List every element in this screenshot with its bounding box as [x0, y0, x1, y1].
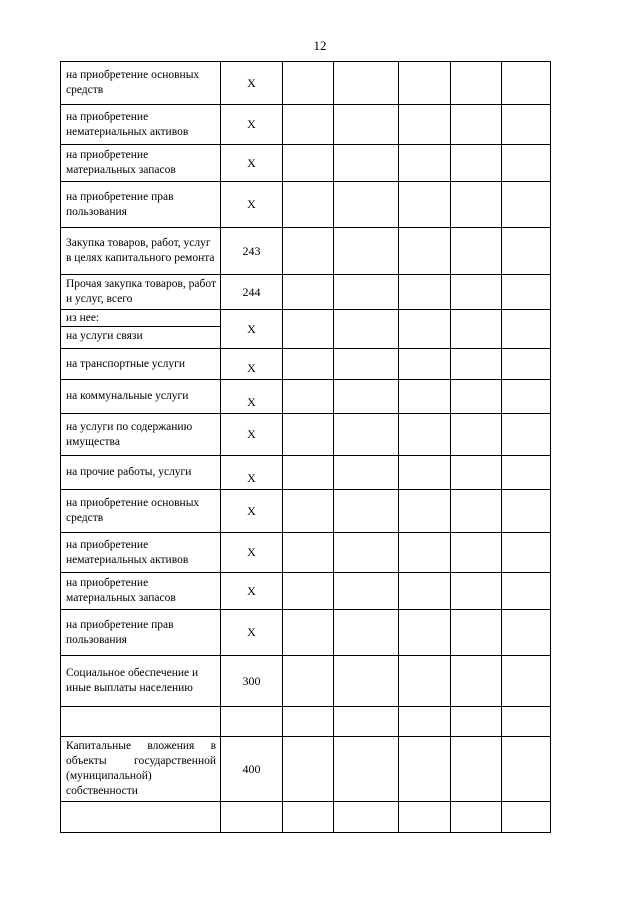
value-cell	[451, 656, 502, 707]
row-code: X	[221, 62, 283, 105]
row-label: Закупка товаров, работ, услуг в целях капитального ремонта	[61, 228, 221, 275]
row-label: на приобретение нематериальных активов	[61, 533, 221, 573]
row-label: на приобретение прав пользования	[61, 182, 221, 228]
row-code: X	[221, 145, 283, 182]
value-cell	[502, 656, 551, 707]
value-cell	[451, 707, 502, 737]
row-code: X	[221, 490, 283, 533]
value-cell	[451, 610, 502, 656]
value-cell	[399, 310, 451, 349]
value-cell	[502, 310, 551, 349]
value-cell	[283, 182, 334, 228]
value-cell	[399, 737, 451, 802]
row-code: 244	[221, 275, 283, 310]
row-label-bottom: на услуги связи	[66, 330, 143, 342]
row-code: X	[221, 349, 283, 380]
table-row	[61, 456, 551, 490]
row-label: на приобретение материальных запасов	[61, 145, 221, 182]
table-row	[61, 145, 551, 182]
value-cell	[334, 62, 399, 105]
row-label: на услуги по содержанию имущества	[61, 414, 221, 456]
value-cell	[399, 533, 451, 573]
table-row	[61, 105, 551, 145]
value-cell	[399, 610, 451, 656]
row-label: на приобретение основных средств	[61, 490, 221, 533]
value-cell	[334, 145, 399, 182]
row-code: 243	[221, 228, 283, 275]
value-cell	[502, 573, 551, 610]
value-cell	[502, 228, 551, 275]
row-label: Капитальные вложения в объекты государственной (муниципальной) собственности	[61, 737, 221, 802]
row-label-top: из нее:	[61, 310, 220, 327]
value-cell	[334, 349, 399, 380]
value-cell	[502, 380, 551, 414]
value-cell	[502, 802, 551, 833]
value-cell	[451, 310, 502, 349]
value-cell	[451, 490, 502, 533]
value-cell	[283, 456, 334, 490]
value-cell	[283, 802, 334, 833]
table-row	[61, 573, 551, 610]
table-row	[61, 533, 551, 573]
value-cell	[451, 62, 502, 105]
value-cell	[283, 228, 334, 275]
value-cell	[502, 182, 551, 228]
table-row	[61, 349, 551, 380]
value-cell	[451, 533, 502, 573]
row-code: X	[221, 573, 283, 610]
value-cell	[334, 228, 399, 275]
value-cell	[399, 414, 451, 456]
value-cell	[399, 145, 451, 182]
row-label: на приобретение материальных запасов	[61, 573, 221, 610]
value-cell	[399, 656, 451, 707]
row-label: на транспортные услуги	[61, 349, 221, 380]
value-cell	[451, 573, 502, 610]
table-row	[61, 707, 551, 737]
value-cell	[399, 456, 451, 490]
table-row	[61, 802, 551, 833]
value-cell	[283, 573, 334, 610]
value-cell	[283, 105, 334, 145]
value-cell	[283, 533, 334, 573]
table-row	[61, 380, 551, 414]
value-cell	[334, 490, 399, 533]
value-cell	[399, 380, 451, 414]
value-cell	[399, 228, 451, 275]
value-cell	[399, 490, 451, 533]
value-cell	[502, 105, 551, 145]
row-code: X	[221, 105, 283, 145]
value-cell	[334, 573, 399, 610]
value-cell	[451, 414, 502, 456]
value-cell	[502, 456, 551, 490]
row-code: X	[221, 533, 283, 573]
value-cell	[283, 414, 334, 456]
value-cell	[502, 414, 551, 456]
value-cell	[399, 349, 451, 380]
value-cell	[283, 349, 334, 380]
row-label: Социальное обеспечение и иные выплаты населению	[61, 656, 221, 707]
table-row	[61, 610, 551, 656]
value-cell	[451, 349, 502, 380]
value-cell	[334, 456, 399, 490]
row-label: Прочая закупка товаров, работ и услуг, всего	[61, 275, 221, 310]
value-cell	[334, 105, 399, 145]
table-row	[61, 182, 551, 228]
row-label-split	[61, 310, 221, 349]
value-cell	[334, 707, 399, 737]
value-cell	[334, 310, 399, 349]
value-cell	[502, 490, 551, 533]
value-cell	[502, 737, 551, 802]
value-cell	[451, 145, 502, 182]
value-cell	[283, 610, 334, 656]
value-cell	[502, 275, 551, 310]
value-cell	[334, 737, 399, 802]
value-cell	[451, 182, 502, 228]
value-cell	[334, 533, 399, 573]
value-cell	[451, 380, 502, 414]
row-code: X	[221, 380, 283, 414]
value-cell	[451, 802, 502, 833]
value-cell	[399, 62, 451, 105]
value-cell	[399, 707, 451, 737]
value-cell	[502, 62, 551, 105]
value-cell	[334, 414, 399, 456]
value-cell	[283, 62, 334, 105]
row-code: X	[221, 182, 283, 228]
row-code	[221, 707, 283, 737]
row-code	[221, 802, 283, 833]
row-label: на приобретение основных средств	[61, 62, 221, 105]
table-row	[61, 414, 551, 456]
table-row	[61, 490, 551, 533]
value-cell	[399, 275, 451, 310]
value-cell	[334, 802, 399, 833]
table-row	[61, 62, 551, 105]
value-cell	[283, 310, 334, 349]
value-cell	[334, 275, 399, 310]
value-cell	[502, 533, 551, 573]
value-cell	[283, 656, 334, 707]
value-cell	[334, 380, 399, 414]
value-cell	[283, 145, 334, 182]
value-cell	[451, 228, 502, 275]
row-code: X	[221, 414, 283, 456]
row-label	[61, 802, 221, 833]
budget-table	[60, 61, 551, 833]
value-cell	[399, 182, 451, 228]
row-code: X	[221, 610, 283, 656]
table-row	[61, 737, 551, 802]
table-row	[61, 228, 551, 275]
row-label: на прочие работы, услуги	[61, 456, 221, 490]
table-row	[61, 310, 551, 349]
row-code: 400	[221, 737, 283, 802]
row-label: на коммунальные услуги	[61, 380, 221, 414]
value-cell	[451, 105, 502, 145]
row-code: X	[221, 456, 283, 490]
row-label	[61, 707, 221, 737]
value-cell	[399, 802, 451, 833]
row-label: на приобретение прав пользования	[61, 610, 221, 656]
row-label: на приобретение нематериальных активов	[61, 105, 221, 145]
row-code: X	[221, 310, 283, 349]
table-row	[61, 656, 551, 707]
table-row	[61, 275, 551, 310]
value-cell	[283, 490, 334, 533]
value-cell	[502, 707, 551, 737]
value-cell	[502, 610, 551, 656]
value-cell	[502, 349, 551, 380]
value-cell	[502, 145, 551, 182]
value-cell	[399, 105, 451, 145]
value-cell	[334, 656, 399, 707]
value-cell	[334, 182, 399, 228]
value-cell	[283, 380, 334, 414]
value-cell	[451, 737, 502, 802]
value-cell	[283, 707, 334, 737]
row-code: 300	[221, 656, 283, 707]
value-cell	[451, 275, 502, 310]
value-cell	[283, 737, 334, 802]
value-cell	[283, 275, 334, 310]
value-cell	[399, 573, 451, 610]
value-cell	[451, 456, 502, 490]
value-cell	[334, 610, 399, 656]
page-number: 12	[313, 38, 327, 53]
